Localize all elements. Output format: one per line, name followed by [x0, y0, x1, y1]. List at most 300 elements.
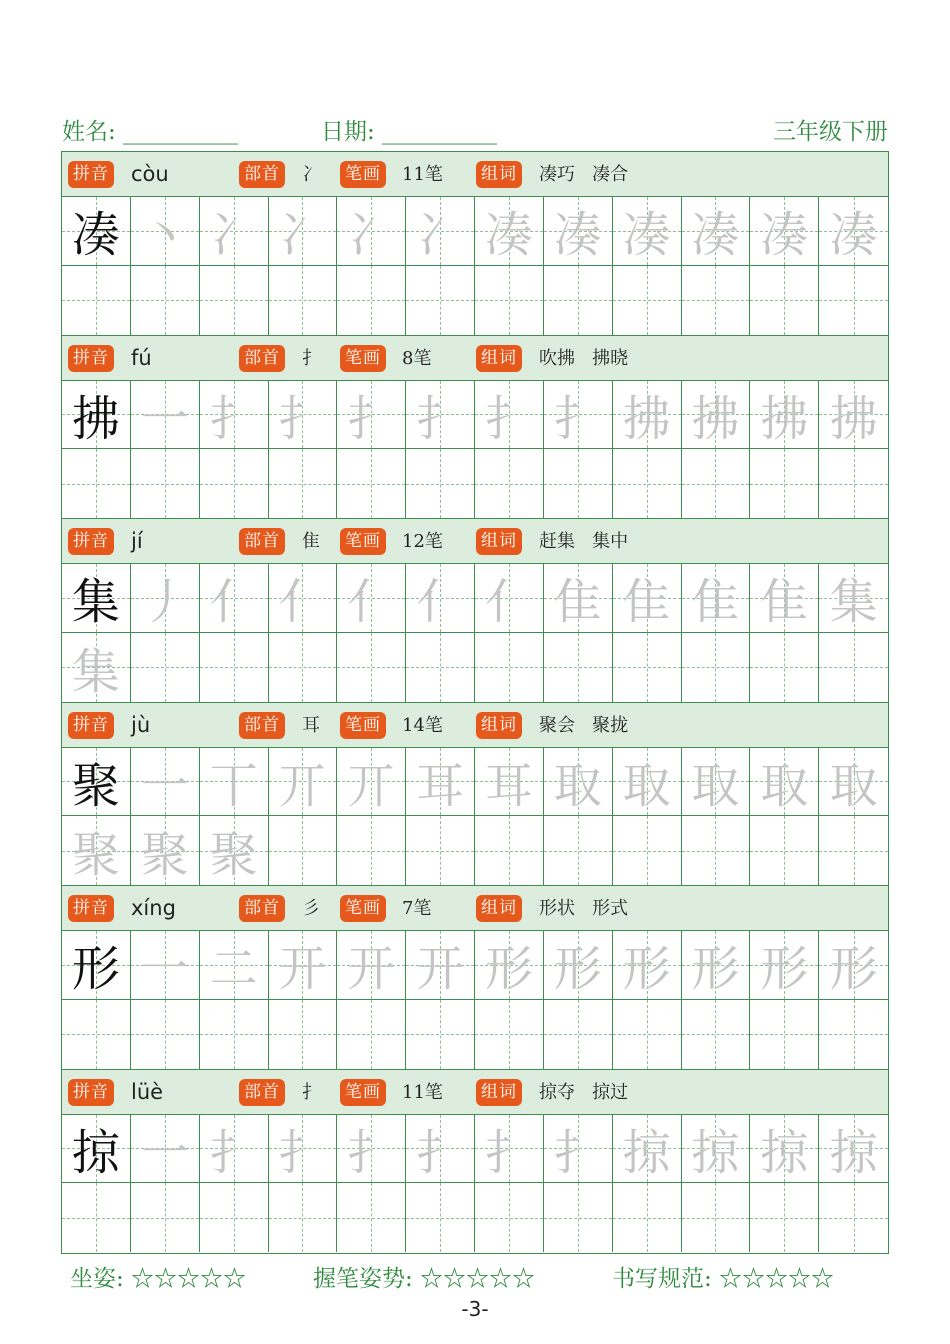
radical-tag: 部首	[239, 528, 285, 555]
writing-grid	[62, 1115, 888, 1253]
grid-cell[interactable]	[750, 564, 819, 633]
stroke-step: 冫	[209, 207, 258, 264]
stroke-step: 聚	[71, 827, 120, 884]
grid-cell[interactable]	[337, 931, 406, 1000]
stroke-step: 拂	[760, 390, 809, 447]
stroke-step: 丌	[278, 757, 327, 814]
grid-cell[interactable]	[62, 1115, 131, 1184]
stroke-count-value: 8笔	[402, 347, 432, 369]
stroke-step: 扌	[416, 1124, 465, 1181]
stroke-step: 形	[691, 941, 740, 998]
stroke-step: 亻	[278, 574, 327, 631]
grid-cell[interactable]	[682, 748, 751, 817]
stroke-step: 形	[829, 941, 878, 998]
stroke-step: 聚	[140, 827, 189, 884]
stroke-count-value: 14笔	[402, 714, 443, 736]
grid-cell[interactable]	[544, 564, 613, 633]
writing-grid	[62, 931, 888, 1069]
word-1: 形状	[539, 898, 575, 919]
grid-cell[interactable]	[200, 931, 269, 1000]
stroke-step: 扌	[553, 1124, 602, 1181]
grid-cell[interactable]	[544, 197, 613, 266]
radical-value: 扌	[302, 347, 320, 369]
grid-cell[interactable]	[131, 816, 200, 885]
grid-cell[interactable]	[131, 1115, 200, 1184]
grid-cell[interactable]	[337, 1115, 406, 1184]
grid-cell[interactable]	[544, 931, 613, 1000]
grid-cell[interactable]	[406, 381, 475, 450]
grid-cell[interactable]	[613, 748, 682, 817]
stroke-count-tag: 笔画	[340, 161, 386, 188]
stroke-step: 凑	[691, 207, 740, 264]
radical-value: 耳	[302, 714, 320, 736]
stroke-step: 凑	[760, 207, 809, 264]
grid-cell[interactable]	[406, 1000, 475, 1069]
stroke-step: 丿	[140, 574, 189, 631]
stroke-count-tag: 笔画	[340, 1079, 386, 1106]
grid-cell[interactable]	[544, 266, 613, 335]
practice-sheet	[61, 151, 889, 1254]
grid-cell[interactable]	[613, 931, 682, 1000]
character-info-bar	[62, 519, 888, 564]
grid-cell[interactable]	[682, 816, 751, 885]
grid-cell[interactable]	[337, 1000, 406, 1069]
grid-cell[interactable]	[750, 1183, 819, 1252]
grid-cell[interactable]	[750, 816, 819, 885]
grid-cell[interactable]	[337, 748, 406, 817]
grid-cell[interactable]	[750, 381, 819, 450]
grid-cell[interactable]	[750, 633, 819, 702]
stroke-step: 扌	[278, 1124, 327, 1181]
grid-cell[interactable]	[269, 748, 338, 817]
word-2: 拂晓	[592, 347, 629, 369]
stroke-step: 二	[209, 941, 258, 998]
grid-cell[interactable]	[544, 633, 613, 702]
grid-cell[interactable]	[337, 449, 406, 518]
model-character: 凑	[71, 207, 120, 264]
radical-tag: 部首	[239, 1079, 285, 1106]
grid-cell[interactable]	[544, 1000, 613, 1069]
grid-cell[interactable]	[819, 1000, 888, 1069]
grid-cell[interactable]	[682, 197, 751, 266]
grid-cell[interactable]	[62, 748, 131, 817]
grid-cell[interactable]	[406, 197, 475, 266]
stroke-step: 隹	[553, 574, 602, 631]
model-character: 集	[71, 574, 120, 631]
grid-cell[interactable]	[200, 197, 269, 266]
character-block	[62, 886, 888, 1070]
grid-cell[interactable]	[269, 564, 338, 633]
grid-cell[interactable]	[819, 931, 888, 1000]
grid-cell[interactable]	[750, 1115, 819, 1184]
grid-cell[interactable]	[406, 266, 475, 335]
stroke-step: 取	[691, 757, 740, 814]
grid-cell[interactable]	[131, 381, 200, 450]
stroke-step: 拂	[622, 390, 671, 447]
grid-cell[interactable]	[269, 381, 338, 450]
grid-cell[interactable]	[269, 931, 338, 1000]
grid-cell[interactable]	[200, 381, 269, 450]
writing-rating: 书写规范: ☆☆☆☆☆	[612, 1266, 835, 1292]
model-character: 形	[71, 941, 120, 998]
stroke-step: 扌	[484, 1124, 533, 1181]
stroke-count-value: 11笔	[402, 164, 443, 185]
grid-cell[interactable]	[269, 266, 338, 335]
grid-cell[interactable]	[819, 816, 888, 885]
stroke-step: 掠	[622, 1124, 671, 1181]
character-info-bar	[62, 336, 888, 381]
pinyin-value: lüè	[131, 1079, 164, 1104]
stroke-step: 凑	[484, 207, 533, 264]
radical-value: 隹	[302, 531, 320, 552]
grid-cell[interactable]	[406, 1115, 475, 1184]
character-info-bar	[62, 152, 888, 197]
grid-cell[interactable]	[613, 1115, 682, 1184]
grid-cell[interactable]	[819, 266, 888, 335]
stroke-step: 耳	[416, 757, 465, 814]
words-tag: 组词	[476, 345, 522, 372]
grid-cell[interactable]	[819, 564, 888, 633]
grid-cell[interactable]	[544, 1115, 613, 1184]
word-2: 凑合	[592, 164, 629, 185]
words-tag: 组词	[476, 1079, 522, 1106]
grid-cell[interactable]	[62, 381, 131, 450]
grid-cell[interactable]	[62, 931, 131, 1000]
grid-cell[interactable]	[131, 633, 200, 702]
stroke-step: 掠	[760, 1124, 809, 1181]
character-info-bar	[62, 703, 888, 748]
grid-cell[interactable]	[819, 1115, 888, 1184]
grid-cell[interactable]	[682, 449, 751, 518]
grid-cell[interactable]	[131, 564, 200, 633]
grid-cell[interactable]	[613, 633, 682, 702]
words-value	[539, 895, 628, 922]
grid-cell[interactable]	[62, 449, 131, 518]
stroke-count-tag: 笔画	[340, 345, 386, 372]
grid-cell[interactable]	[62, 197, 131, 266]
grid-cell[interactable]	[750, 748, 819, 817]
radical-tag: 部首	[239, 895, 285, 922]
grid-cell[interactable]	[200, 816, 269, 885]
stroke-step: 形	[553, 941, 602, 998]
grid-cell[interactable]	[200, 564, 269, 633]
grid-cell[interactable]	[475, 1183, 544, 1252]
grid-cell[interactable]	[475, 816, 544, 885]
grid-cell[interactable]	[337, 633, 406, 702]
stroke-step: 一	[140, 757, 189, 814]
page-number: -3-	[461, 1297, 489, 1321]
stroke-step: 扌	[484, 390, 533, 447]
grid-cell[interactable]	[682, 1000, 751, 1069]
words-value	[539, 528, 628, 555]
grid-cell[interactable]	[613, 564, 682, 633]
grid-cell[interactable]	[819, 197, 888, 266]
character-info-bar	[62, 1070, 888, 1115]
grid-cell[interactable]	[406, 1183, 475, 1252]
word-1: 吹拂	[539, 347, 575, 369]
pinyin-value: jù	[131, 712, 151, 737]
stroke-step: 掠	[691, 1124, 740, 1181]
grid-cell[interactable]	[131, 197, 200, 266]
stroke-step: 扌	[278, 390, 327, 447]
word-1: 赶集	[539, 531, 575, 552]
pinyin-value: jí	[131, 529, 143, 553]
grid-cell[interactable]	[406, 931, 475, 1000]
stroke-step: 亻	[347, 574, 396, 631]
words-tag: 组词	[476, 528, 522, 555]
grid-cell[interactable]	[269, 197, 338, 266]
stroke-step: 亻	[416, 574, 465, 631]
stroke-step: 集	[71, 643, 120, 700]
grid-cell[interactable]	[475, 564, 544, 633]
grade-label: 三年级下册	[773, 119, 888, 145]
grid-cell[interactable]	[269, 816, 338, 885]
grid-cell[interactable]	[62, 564, 131, 633]
grid-cell[interactable]	[613, 266, 682, 335]
stroke-step: 亻	[484, 574, 533, 631]
stroke-count-value: 7笔	[402, 898, 432, 919]
grid-cell[interactable]	[475, 1115, 544, 1184]
grid-cell[interactable]	[750, 1000, 819, 1069]
stroke-step: 扌	[416, 390, 465, 447]
stroke-step: 隹	[622, 574, 671, 631]
grid-cell[interactable]	[475, 633, 544, 702]
grid-cell[interactable]	[269, 1183, 338, 1252]
words-value	[539, 712, 628, 739]
grid-cell[interactable]	[269, 449, 338, 518]
grid-cell[interactable]	[131, 449, 200, 518]
grid-cell[interactable]	[613, 1000, 682, 1069]
grid-cell[interactable]	[131, 266, 200, 335]
pinyin-value: fú	[131, 345, 152, 370]
grid-cell[interactable]	[200, 449, 269, 518]
grid-cell[interactable]	[682, 381, 751, 450]
words-value	[539, 1079, 628, 1106]
grid-cell[interactable]	[750, 449, 819, 518]
model-character: 聚	[71, 757, 120, 814]
words-tag: 组词	[476, 712, 522, 739]
grid-cell[interactable]	[475, 931, 544, 1000]
stroke-step: 聚	[209, 827, 258, 884]
grid-cell[interactable]	[613, 1183, 682, 1252]
stroke-count-tag: 笔画	[340, 895, 386, 922]
radical-value: 扌	[302, 1081, 320, 1103]
grid-cell[interactable]	[475, 1000, 544, 1069]
character-block	[62, 336, 888, 520]
grid-cell[interactable]	[62, 633, 131, 702]
character-block	[62, 703, 888, 887]
stroke-step: 冫	[416, 207, 465, 264]
word-2: 形式	[592, 898, 629, 919]
model-character: 掠	[71, 1124, 120, 1181]
grid-cell[interactable]	[337, 564, 406, 633]
stroke-step: 丌	[347, 757, 396, 814]
stroke-count-tag: 笔画	[340, 528, 386, 555]
grid-cell[interactable]	[682, 564, 751, 633]
pinyin-value: xíng	[131, 896, 176, 920]
stroke-step: 取	[622, 757, 671, 814]
stroke-step: 拂	[691, 390, 740, 447]
character-block	[62, 519, 888, 703]
grid-cell[interactable]	[200, 1115, 269, 1184]
grip-rating: 握笔姿势: ☆☆☆☆☆	[313, 1266, 536, 1292]
grid-cell[interactable]	[475, 449, 544, 518]
writing-grid	[62, 381, 888, 519]
stroke-step: 丅	[209, 757, 258, 814]
stroke-step: 隹	[760, 574, 809, 631]
stroke-step: 凑	[829, 207, 878, 264]
pinyin-tag: 拼音	[68, 712, 114, 739]
grid-cell[interactable]	[200, 633, 269, 702]
radical-tag: 部首	[239, 161, 285, 188]
stroke-step: 扌	[347, 1124, 396, 1181]
grid-cell[interactable]	[406, 633, 475, 702]
grid-cell[interactable]	[62, 816, 131, 885]
grid-cell[interactable]	[682, 266, 751, 335]
model-character: 拂	[71, 390, 120, 447]
grid-cell[interactable]	[613, 197, 682, 266]
pinyin-tag: 拼音	[68, 161, 114, 188]
word-2: 掠过	[592, 1081, 629, 1103]
radical-value: 冫	[302, 164, 320, 185]
date-field-label: 日期: __________	[321, 119, 498, 145]
grid-cell[interactable]	[682, 931, 751, 1000]
grid-cell[interactable]	[131, 1000, 200, 1069]
stroke-step: 开	[416, 941, 465, 998]
grid-cell[interactable]	[544, 816, 613, 885]
grid-cell[interactable]	[819, 748, 888, 817]
pinyin-tag: 拼音	[68, 895, 114, 922]
grid-cell[interactable]	[200, 748, 269, 817]
word-2: 聚拢	[592, 714, 629, 736]
grid-cell[interactable]	[200, 1183, 269, 1252]
word-1: 掠夺	[539, 1081, 575, 1103]
words-tag: 组词	[476, 895, 522, 922]
grid-cell[interactable]	[337, 1183, 406, 1252]
grid-cell[interactable]	[62, 1000, 131, 1069]
stroke-step: 凑	[622, 207, 671, 264]
stroke-count-value: 11笔	[402, 1081, 443, 1103]
stroke-step: 取	[553, 757, 602, 814]
grid-cell[interactable]	[406, 564, 475, 633]
grid-cell[interactable]	[682, 1183, 751, 1252]
character-info-bar	[62, 886, 888, 931]
stroke-step: 开	[278, 941, 327, 998]
grid-cell[interactable]	[544, 449, 613, 518]
pinyin-tag: 拼音	[68, 528, 114, 555]
words-value	[539, 161, 628, 188]
grid-cell[interactable]	[337, 381, 406, 450]
stroke-step: 取	[829, 757, 878, 814]
stroke-step: 形	[622, 941, 671, 998]
grid-cell[interactable]	[200, 1000, 269, 1069]
words-value	[539, 345, 628, 372]
character-block	[62, 152, 888, 336]
grid-cell[interactable]	[406, 748, 475, 817]
grid-cell[interactable]	[475, 381, 544, 450]
grid-cell[interactable]	[269, 633, 338, 702]
stroke-step: 扌	[347, 390, 396, 447]
grid-cell[interactable]	[269, 1115, 338, 1184]
word-2: 集中	[592, 531, 629, 552]
stroke-step: 一	[140, 1124, 189, 1181]
stroke-step: 亻	[209, 574, 258, 631]
grid-cell[interactable]	[682, 1115, 751, 1184]
stroke-step: 形	[760, 941, 809, 998]
stroke-step: 掠	[829, 1124, 878, 1181]
grid-cell[interactable]	[613, 381, 682, 450]
stroke-step: 丶	[140, 207, 189, 264]
grid-cell[interactable]	[337, 816, 406, 885]
stroke-step: 凑	[553, 207, 602, 264]
sitting-rating: 坐姿: ☆☆☆☆☆	[70, 1266, 247, 1292]
grid-cell[interactable]	[819, 449, 888, 518]
stroke-count-tag: 笔画	[340, 712, 386, 739]
grid-cell[interactable]	[269, 1000, 338, 1069]
stroke-step: 一	[140, 390, 189, 447]
grid-cell[interactable]	[131, 1183, 200, 1252]
pinyin-tag: 拼音	[68, 1079, 114, 1106]
grid-cell[interactable]	[406, 449, 475, 518]
grid-cell[interactable]	[819, 633, 888, 702]
grid-cell[interactable]	[544, 748, 613, 817]
grid-cell[interactable]	[200, 266, 269, 335]
writing-grid	[62, 564, 888, 702]
grid-cell[interactable]	[337, 197, 406, 266]
name-field-label: 姓名: __________	[62, 119, 239, 145]
grid-cell[interactable]	[750, 197, 819, 266]
grid-cell[interactable]	[475, 266, 544, 335]
grid-cell[interactable]	[750, 266, 819, 335]
radical-tag: 部首	[239, 712, 285, 739]
grid-cell[interactable]	[682, 633, 751, 702]
writing-grid	[62, 197, 888, 335]
grid-cell[interactable]	[544, 1183, 613, 1252]
stroke-step: 冫	[278, 207, 327, 264]
stroke-step: 扌	[209, 1124, 258, 1181]
grid-cell[interactable]	[819, 1183, 888, 1252]
stroke-count-value: 12笔	[402, 531, 443, 552]
grid-cell[interactable]	[475, 197, 544, 266]
stroke-step: 开	[347, 941, 396, 998]
grid-cell[interactable]	[62, 1183, 131, 1252]
grid-cell[interactable]	[406, 816, 475, 885]
grid-cell[interactable]	[131, 931, 200, 1000]
stroke-step: 扌	[209, 390, 258, 447]
grid-cell[interactable]	[613, 816, 682, 885]
grid-cell[interactable]	[62, 266, 131, 335]
stroke-step: 拂	[829, 390, 878, 447]
word-1: 凑巧	[539, 164, 575, 185]
grid-cell[interactable]	[131, 748, 200, 817]
word-1: 聚会	[539, 714, 575, 736]
grid-cell[interactable]	[819, 381, 888, 450]
grid-cell[interactable]	[613, 449, 682, 518]
grid-cell[interactable]	[750, 931, 819, 1000]
stroke-step: 耳	[484, 757, 533, 814]
character-block	[62, 1070, 888, 1254]
stroke-step: 冫	[347, 207, 396, 264]
grid-cell[interactable]	[544, 381, 613, 450]
pinyin-tag: 拼音	[68, 345, 114, 372]
grid-cell[interactable]	[475, 748, 544, 817]
grid-cell[interactable]	[337, 266, 406, 335]
stroke-step: 形	[484, 941, 533, 998]
stroke-step: 集	[829, 574, 878, 631]
stroke-step: 取	[760, 757, 809, 814]
words-tag: 组词	[476, 161, 522, 188]
writing-grid	[62, 748, 888, 886]
